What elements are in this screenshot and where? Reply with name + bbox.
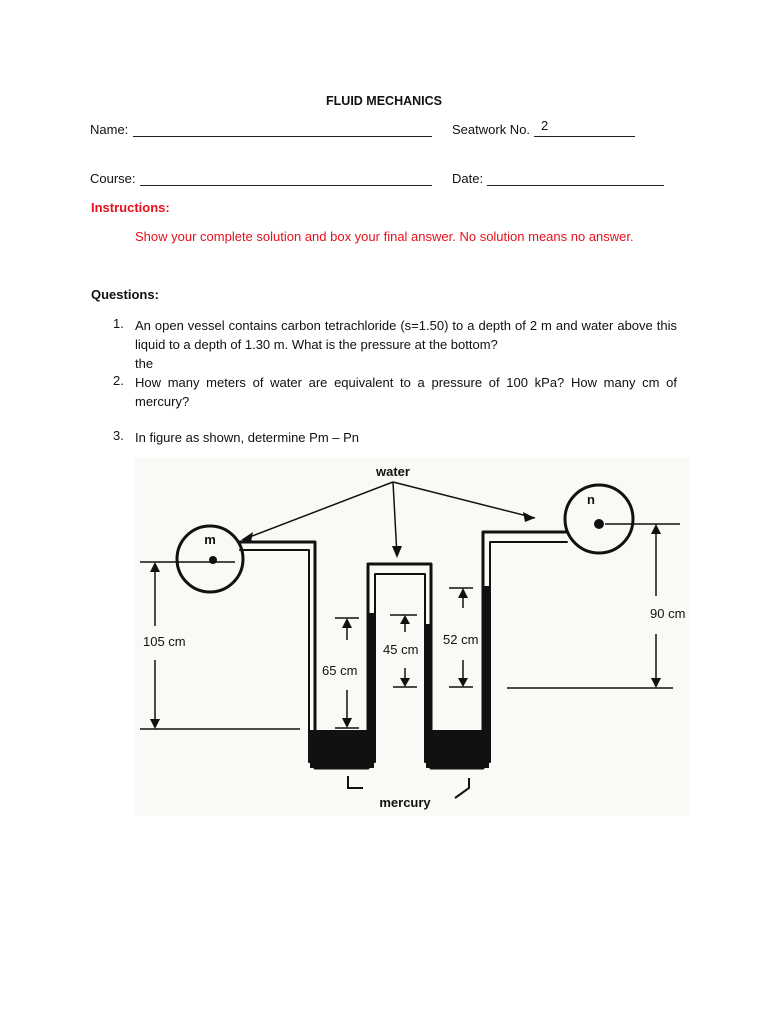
question-text: In figure as shown, determine Pm – Pn — [135, 430, 360, 445]
mercury-middle-column — [425, 624, 431, 731]
dimension-45-label: 45 cm — [383, 642, 419, 657]
question-text: How many meters of water are equivalent to a pressure of 100 kPa? How many cm of mercury? — [135, 375, 677, 409]
dimension-52-label: 52 cm — [443, 632, 479, 647]
seatwork-label: Seatwork No. — [452, 122, 531, 137]
dimension-105-label: 105 cm — [143, 634, 186, 649]
manometer-figure — [135, 458, 690, 816]
vessel-m-label: m — [204, 532, 216, 547]
instructions-heading: Instructions: — [91, 200, 170, 215]
water-label: water — [376, 464, 410, 479]
dimension-90-label: 90 cm — [650, 606, 686, 621]
mercury-pointer — [455, 778, 469, 798]
seatwork-value: 2 — [541, 118, 549, 133]
point-m — [209, 556, 217, 564]
vessel-n-label: n — [587, 492, 595, 507]
question-number: 2. — [113, 373, 124, 388]
course-label: Course: — [90, 171, 136, 186]
mercury-right-column — [483, 586, 490, 731]
arrowhead — [392, 546, 402, 558]
date-field[interactable] — [487, 185, 664, 186]
course-field[interactable] — [140, 185, 432, 186]
mercury-label: mercury — [379, 795, 431, 810]
dimension-lines — [140, 524, 680, 729]
water-leader — [393, 482, 397, 556]
page-title: FLUID MECHANICS — [326, 94, 442, 108]
question-number: 1. — [113, 316, 124, 331]
seatwork-field[interactable] — [534, 136, 635, 137]
mercury-right-bottom — [426, 730, 489, 768]
mercury-left-column — [369, 613, 375, 731]
name-field[interactable] — [133, 136, 432, 137]
point-n — [594, 519, 604, 529]
question-text: An open vessel contains carbon tetrachloride (s=1.50) to a depth of 2 m and water above this liquid to a depth of 1.30 m. What is the pressure at the bottom? — [135, 318, 677, 352]
question-number: 3. — [113, 428, 124, 443]
mercury-left-bottom — [310, 730, 374, 768]
dimension-65-label: 65 cm — [322, 663, 358, 678]
water-leader — [393, 482, 535, 518]
name-label: Name: — [90, 122, 129, 137]
questions-heading: Questions: — [91, 287, 159, 302]
instructions-text: Show your complete solution and box your final answer. No solution means no answer. — [135, 229, 634, 244]
date-label: Date: — [452, 171, 484, 186]
manometer-diagram — [135, 458, 690, 816]
water-leader — [247, 482, 393, 538]
water-leaders — [247, 482, 535, 556]
mercury-pointer — [348, 776, 363, 788]
question-extra-text: the — [135, 356, 154, 371]
